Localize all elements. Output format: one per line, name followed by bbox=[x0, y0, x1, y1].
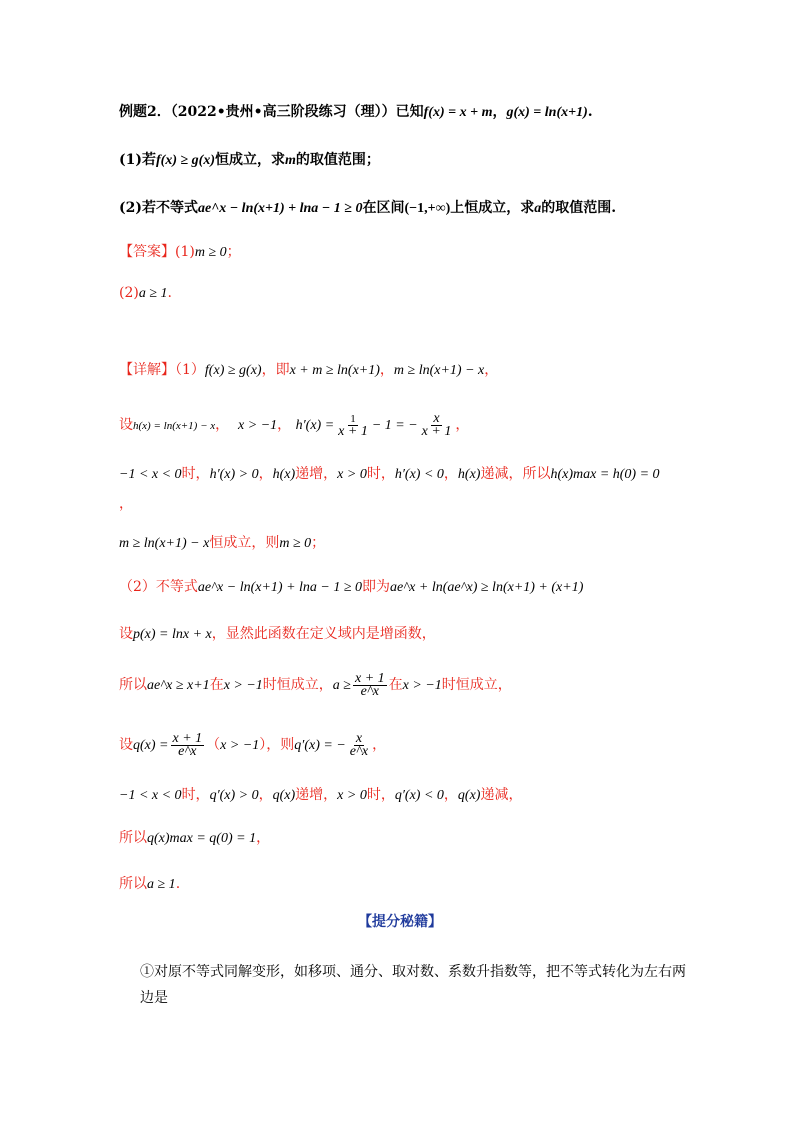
detail-line-11: 所以a ≥ 1. bbox=[119, 876, 181, 892]
detail-line-5: （2）不等式ae^x − ln(x+1) + lna − 1 ≥ 0即为ae^x + ln(ae^x) ≥ ln(x+1) + (x+1) bbox=[119, 579, 584, 595]
detail-line-2: 设h(x) = ln(x+1) − x， x > −1， h′(x) = $\frac{1}{x + 1}$ − 1 = − $\frac{x}{x + 1}$ ， bbox=[119, 410, 470, 439]
tips-title: 【提分秘籍】 bbox=[358, 914, 442, 930]
fraction: $\frac{x + 1}{e\^{}x}$ bbox=[172, 730, 203, 759]
detail-line-3: −1 < x < 0时，h′(x) > 0，h(x)递增，x > 0时，h′(x) < 0，h(x)递减，所以h(x)max = h(0) = 0 bbox=[119, 466, 660, 482]
fraction: $\frac{1}{x + 1}$ bbox=[338, 412, 368, 439]
fraction: $\frac{x}{e\^{}x}$ bbox=[349, 730, 369, 759]
problem-source: （2022•贵州•高三阶段练习（理））已知 bbox=[170, 104, 424, 120]
question-2: (2)若不等式ae^x − ln(x+1) + lna − 1 ≥ 0在区间(−1,+∞)上恒成立，求a的取值范围. bbox=[119, 200, 617, 216]
answer-line-2: (2)a ≥ 1. bbox=[119, 285, 172, 301]
detail-line-3b: ， bbox=[119, 496, 133, 512]
tips-text: ①对原不等式同解变形，如移项、通分、取对数、系数升指数等，把不等式转化为左右两边是 bbox=[140, 964, 686, 1006]
f-definition: f(x) = x + m bbox=[423, 105, 493, 120]
detail-line-9: −1 < x < 0时，q′(x) > 0，q(x)递增，x > 0时，q′(x) < 0，q(x)递减， bbox=[119, 787, 523, 803]
answer-line-1: 【答案】(1)m ≥ 0； bbox=[119, 244, 241, 260]
detail-line-10: 所以q(x)max = q(0) = 1， bbox=[119, 830, 271, 846]
detail-line-6: 设p(x) = lnx + x，显然此函数在定义域内是增函数， bbox=[119, 626, 436, 642]
g-definition: g(x) = ln(x+1) bbox=[506, 105, 588, 120]
problem-line: 例题2．（2022•贵州•高三阶段练习（理））已知f(x) = x + m，g(x) = ln(x+1). bbox=[119, 104, 593, 120]
detail-line-1: 【详解】（1）f(x) ≥ g(x)，即x + m ≥ ln(x+1)，m ≥ ln(x+1) − x， bbox=[119, 362, 499, 378]
problem-label: 例题2． bbox=[119, 104, 171, 120]
answer-label: 【答案】 bbox=[119, 244, 175, 260]
question-1: (1)若f(x) ≥ g(x)恒成立，求m的取值范围； bbox=[119, 152, 380, 168]
detail-line-7: 所以ae^x ≥ x+1在x > −1时恒成立，a ≥ $\frac{x + 1}{e\^{}x}$ 在x > −1时恒成立， bbox=[119, 670, 512, 699]
detail-line-8: 设q(x) = $\frac{x + 1}{e\^{}x}$ （x > −1），则q′(x) = − $\frac{x}{e\^{}x}$ ， bbox=[119, 730, 387, 759]
fraction: $\frac{x + 1}{e\^{}x}$ bbox=[354, 670, 385, 699]
fraction: $\frac{x}{x + 1}$ bbox=[421, 410, 452, 439]
detail-line-4: m ≥ ln(x+1) − x恒成立，则m ≥ 0； bbox=[119, 535, 326, 551]
detail-label: 【详解】 bbox=[119, 362, 175, 378]
